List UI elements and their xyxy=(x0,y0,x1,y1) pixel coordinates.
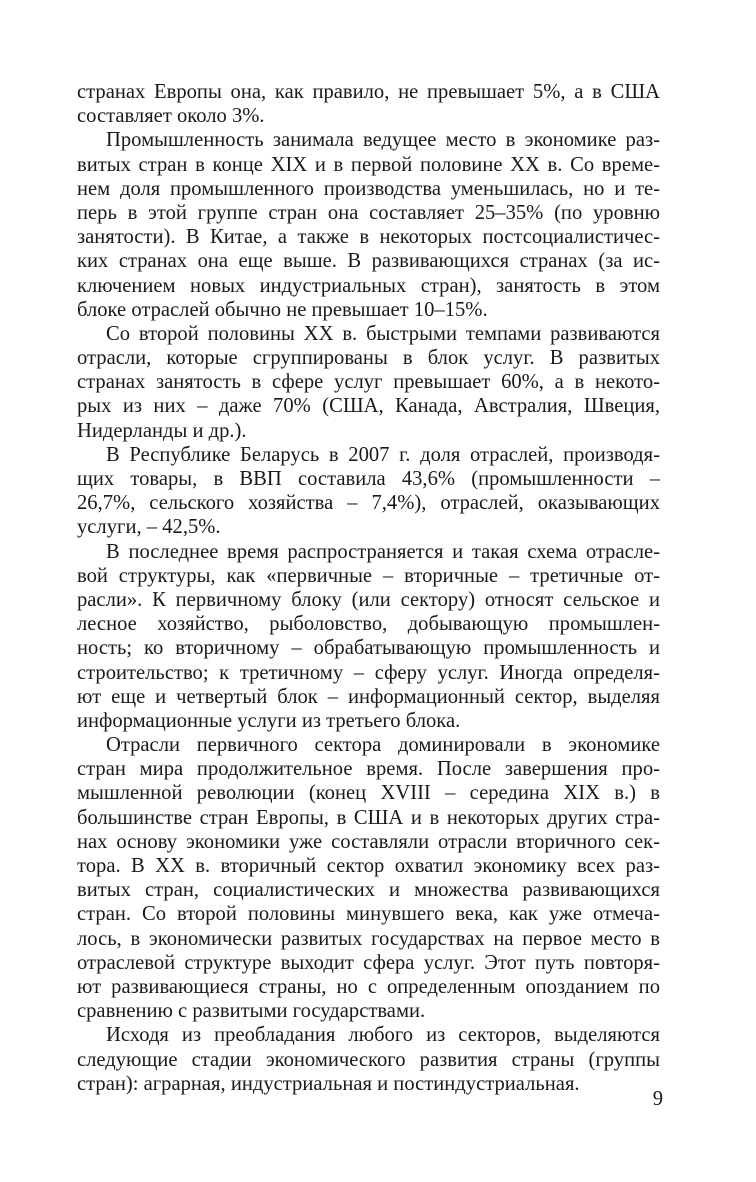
paragraph xyxy=(77,540,660,734)
text-line: услуги, – 42,5%. xyxy=(77,516,221,539)
text-line: В последнее время распространяется и такая схема отрасле- xyxy=(106,540,660,563)
text-line: странах занятость в сфере услуг превышает 60%, а в некото- xyxy=(77,371,660,394)
text-line: большинстве стран Европы, в США и в некоторых других стра- xyxy=(77,806,660,829)
text-line: Промышленность занимала ведущее место в экономике раз- xyxy=(106,129,660,152)
text-line: следующие стадии экономического развития страны (группы xyxy=(77,1048,660,1071)
text-line: отрасли, которые сгруппированы в блок услуг. В развитых xyxy=(77,347,660,370)
text-line: перь в этой группе стран она составляет 25–35% (по уровню xyxy=(77,201,660,224)
text-line: информационные услуги из третьего блока. xyxy=(77,709,461,732)
text-line: ют развивающиеся страны, но с определенным опозданием по xyxy=(77,975,660,998)
text-line: стран. Со второй половины минувшего века, как уже отмеча- xyxy=(77,903,660,926)
paragraph xyxy=(77,128,660,322)
text-line: строительство; к третичному – сферу услуг. Иногда определя- xyxy=(77,661,660,684)
text-line: занятости). В Китае, а также в некоторых постсоциалистичес- xyxy=(77,226,660,249)
text-line: стран мира продолжительное время. После завершения про- xyxy=(77,758,660,781)
text-line: вой структуры, как «первичные – вторичные – третичные от- xyxy=(77,564,660,587)
text-line: блоке отраслей обычно не превышает 10–15%. xyxy=(77,298,488,321)
text-line: рых из них – даже 70% (США, Канада, Австралия, Швеция, xyxy=(77,395,660,418)
paragraph xyxy=(77,443,660,540)
paragraph xyxy=(77,80,660,128)
text-line: ких странах она еще выше. В развивающихся странах (за ис- xyxy=(77,250,660,273)
page-body xyxy=(77,80,660,1096)
text-line: лесное хозяйство, рыболовство, добывающую промышлен- xyxy=(77,613,660,636)
text-line: 26,7%, сельского хозяйства – 7,4%), отраслей, оказывающих xyxy=(77,492,660,515)
text-line: расли». К первичному блоку (или сектору) относят сельское и xyxy=(77,588,660,611)
page-number: 9 xyxy=(652,1088,663,1110)
text-line: сравнению с развитыми государствами. xyxy=(77,1000,426,1023)
text-line: щих товары, в ВВП составила 43,6% (промышленности – xyxy=(77,468,660,490)
text-line: витых стран, социалистических и множества развивающихся xyxy=(77,879,660,902)
text-line: составляет около 3%. xyxy=(77,105,265,128)
text-line: Со второй половины XX в. быстрыми темпами развиваются xyxy=(106,322,660,345)
text-line: витых стран в конце XIX и в первой половине XX в. Со време- xyxy=(77,153,660,176)
text-line: Исходя из преобладания любого из секторов, выделяются xyxy=(106,1024,660,1047)
text-line: нах основу экономики уже составляли отрасли вторичного сек- xyxy=(77,830,660,853)
text-line: тора. В XX в. вторичный сектор охватил экономику всех раз- xyxy=(77,855,660,877)
text-line: странах Европы она, как правило, не превышает 5%, а в США xyxy=(77,81,660,103)
text-line: отраслевой структуре выходит сфера услуг. Этот путь повторя- xyxy=(77,951,660,974)
text-line: мышленной революции (конец XVIII – середина XIX в.) в xyxy=(77,782,660,805)
paragraph xyxy=(77,733,660,1023)
text-line: нем доля промышленного производства уменьшилась, но и те- xyxy=(77,177,660,200)
paragraph xyxy=(77,322,660,443)
text-line: В Республике Беларусь в 2007 г. доля отраслей, производя- xyxy=(106,443,660,466)
text-line: ность; ко вторичному – обрабатывающую промышленность и xyxy=(77,637,660,660)
text-line: лось, в экономически развитых государствах на первое место в xyxy=(77,927,660,950)
text-line: Нидерланды и др.). xyxy=(77,419,247,442)
paragraph xyxy=(77,1023,660,1096)
text-line: стран): аграрная, индустриальная и постиндустриальная. xyxy=(77,1072,580,1095)
text-line: ют еще и четвертый блок – информационный сектор, выделяя xyxy=(77,685,660,708)
text-line: ключением новых индустриальных стран), занятость в этом xyxy=(77,274,660,297)
text-line: Отрасли первичного сектора доминировали в экономике xyxy=(106,734,660,757)
